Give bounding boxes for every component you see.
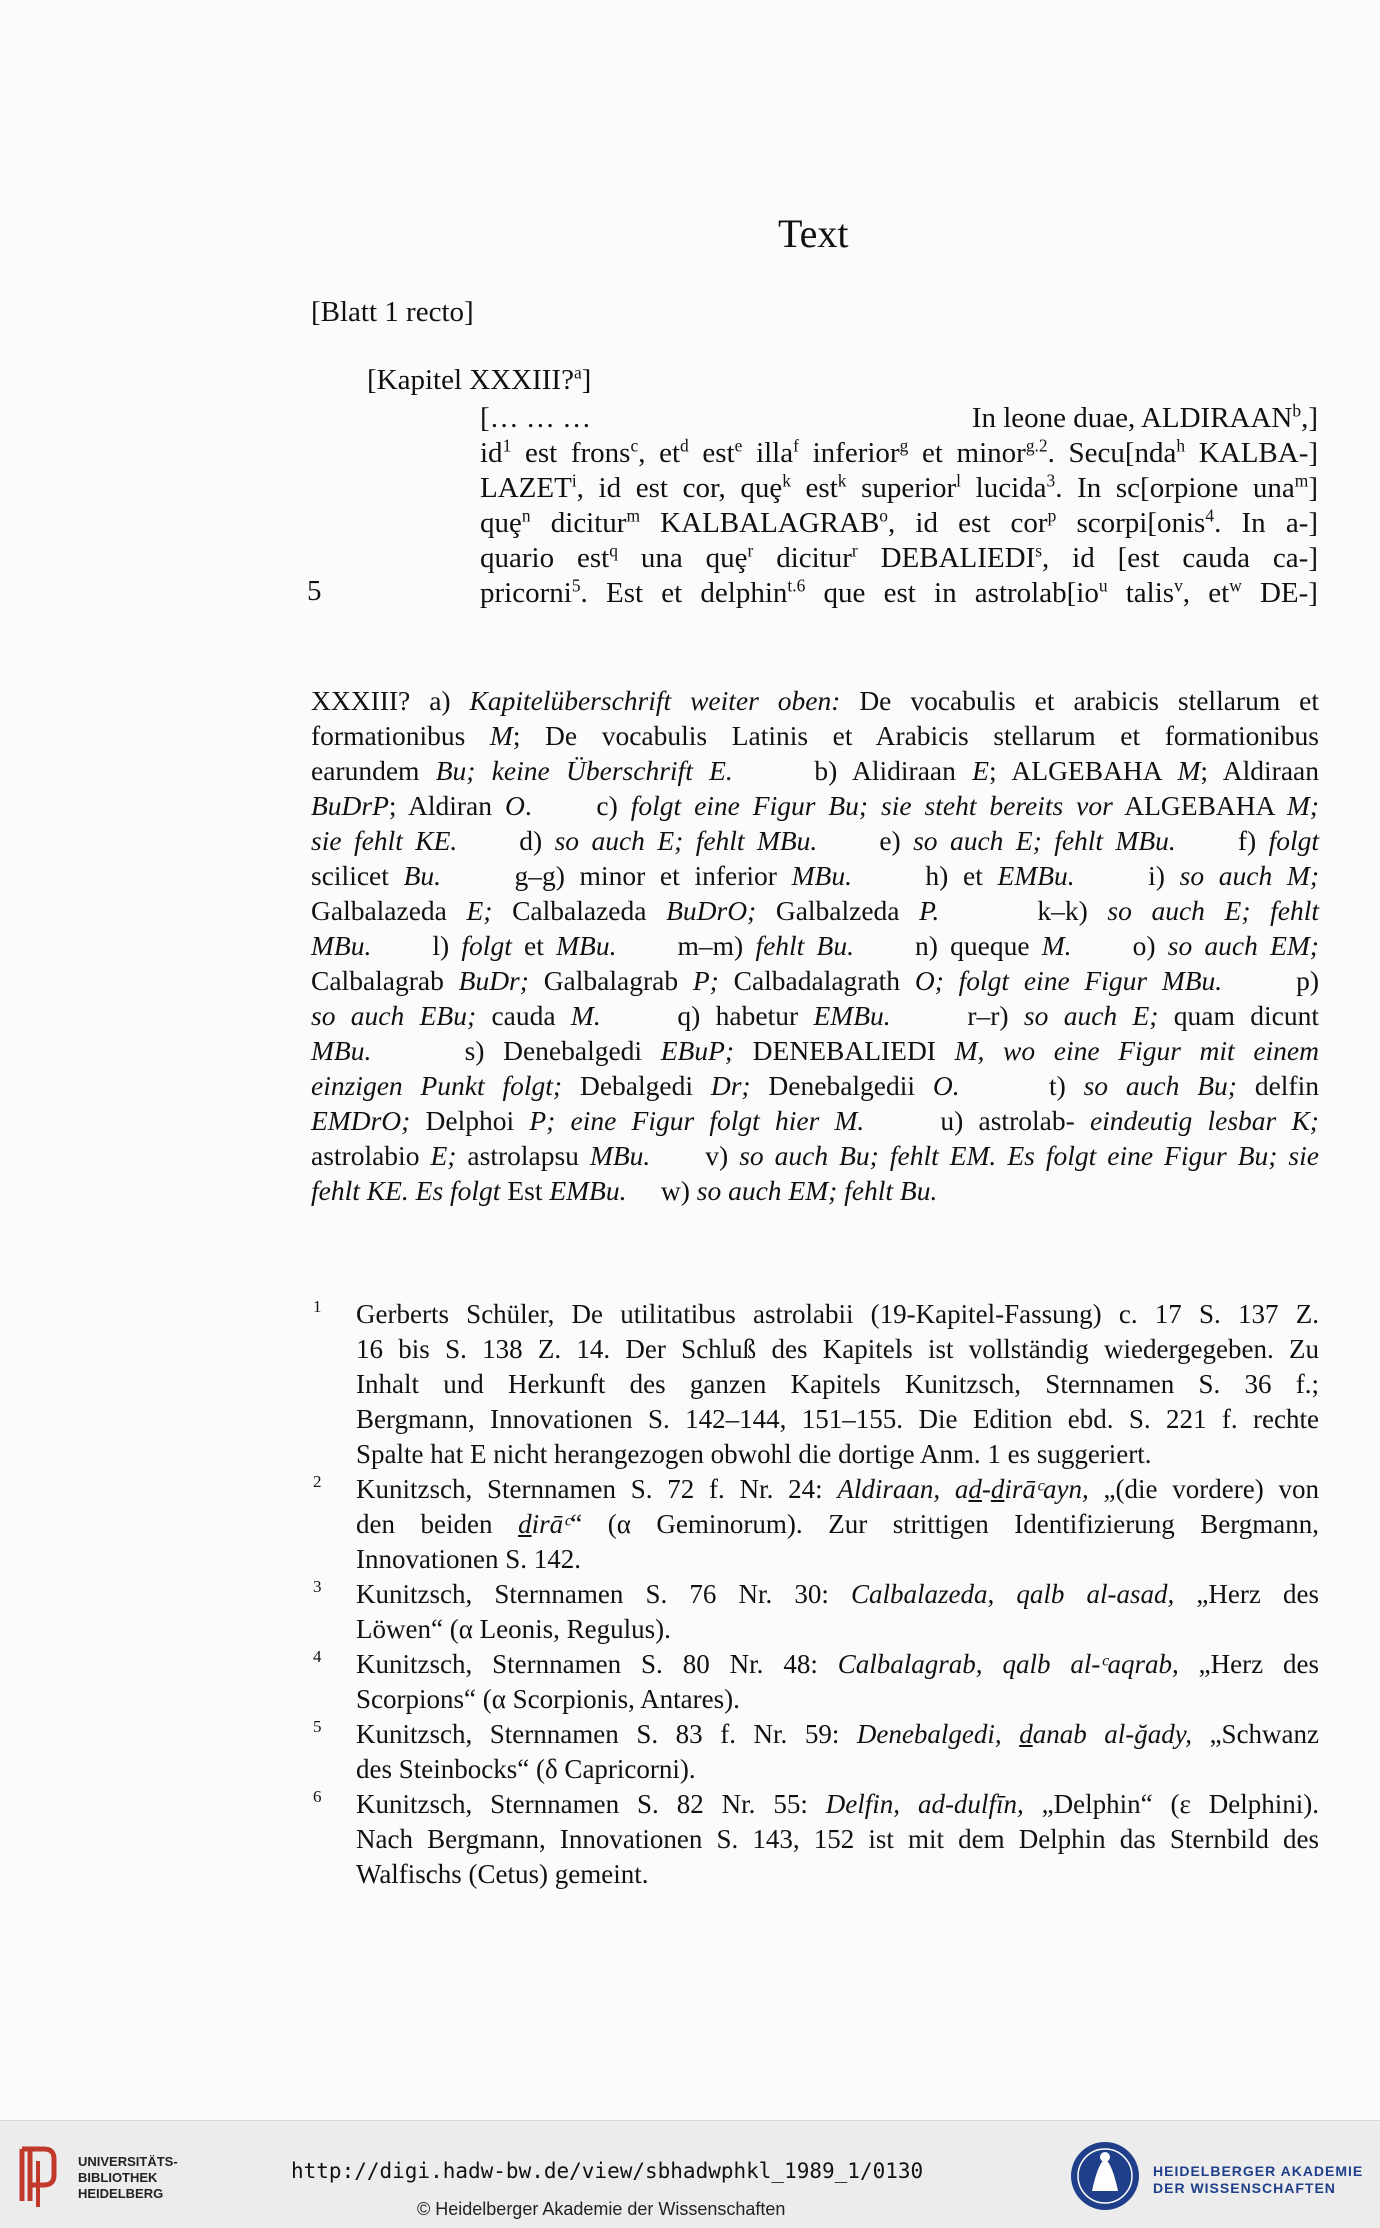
folio-label: [Blatt 1 recto] bbox=[311, 296, 474, 328]
footnote-number: 2 bbox=[313, 1472, 322, 1491]
footnote-line: Inhalt und Herkunft des ganzen Kapitels Kunitzsch, Sternnamen S. 36 f.; bbox=[356, 1369, 1319, 1399]
university-library-name[interactable]: UNIVERSITÄTS- BIBLIOTHEK HEIDELBERG bbox=[78, 2154, 178, 2201]
footnote bbox=[311, 1297, 1319, 1472]
permalink-url[interactable]: http://digi.hadw-bw.de/view/sbhadwphkl_1989_1/0130 bbox=[291, 2159, 924, 2183]
footnote-line: Nach Bergmann, Innovationen S. 143, 152 ist mit dem Delphin das Sternbild des bbox=[356, 1824, 1319, 1854]
footnote-line: den beiden dirāᶜ“ (α Geminorum). Zur strittigen Identifizierung Bergmann, bbox=[356, 1509, 1320, 1539]
apparatus-line: earundem Bu; keine Überschrift E. b) Alidiraan E; ALGEBAHA M; Aldiraan bbox=[311, 755, 1319, 786]
footnote bbox=[311, 1647, 1319, 1717]
footnote-line: Innovationen S. 142. bbox=[356, 1544, 581, 1574]
footnote-line: Kunitzsch, Sternnamen S. 80 Nr. 48: Calbalagrab, qalb al-ᶜaqrab, „Herz des bbox=[356, 1649, 1319, 1679]
footnote bbox=[311, 1577, 1319, 1647]
apparatus-line: MBu. s) Denebalgedi EBuP; DENEBALIEDI M, wo eine Figur mit einem bbox=[311, 1035, 1319, 1066]
footnote-number: 3 bbox=[313, 1577, 322, 1596]
text-line: $id^1$ est frons$^c$, $et^d$ est$^e$ illa$^f$ inferior$^g$ et minor$^{g.2}$. Secu[nda$^h$ KALBA-] bbox=[480, 435, 1319, 469]
critical-apparatus bbox=[311, 683, 1319, 1208]
viewer-footer bbox=[0, 2120, 1380, 2228]
footnote-line: Kunitzsch, Sternnamen S. 82 Nr. 55: Delfin, ad-dulfīn, „Delphin“ (ε Delphini). bbox=[356, 1789, 1319, 1819]
footnote-number: 1 bbox=[313, 1297, 322, 1316]
text-line: quȩ$^n$ dicitur$^m$ KALBALAGRAB$^o$, id est cor$^p$ scorpi[onis$^4$. In a-] bbox=[480, 505, 1319, 539]
text-line: [… … … In leone duae, ALDIRAAN$^b$,] bbox=[480, 400, 1318, 434]
footnote bbox=[311, 1787, 1319, 1892]
text-line: pricorni$^5$. Est et delphin$^{t.6}$ que est in $astrolab[io^u$ talis$^v$, $et^w$ DE-] bbox=[480, 575, 1318, 609]
footnote-line: Kunitzsch, Sternnamen S. 83 f. Nr. 59: Denebalgedi, danab al-ğady, „Schwanz bbox=[356, 1719, 1320, 1749]
apparatus-line: so auch EBu; cauda M. q) habetur EMBu. r–r) so auch E; quam dicunt bbox=[311, 1000, 1319, 1031]
apparatus-line: Galbalazeda E; Calbalazeda BuDrO; Galbalzeda P. k–k) so auch E; fehlt bbox=[311, 895, 1319, 926]
footnotes bbox=[311, 1297, 1319, 1892]
chapter-label: [Kapitel XXXIII?$^a$] bbox=[367, 362, 592, 396]
line-number: 5 bbox=[307, 575, 322, 607]
page-title: Text bbox=[778, 211, 849, 256]
university-library-logo-icon[interactable] bbox=[14, 2141, 66, 2209]
footnote-number: 5 bbox=[313, 1717, 322, 1736]
apparatus-line: Calbalagrab BuDr; Galbalagrab P; Calbadalagrath O; folgt eine Figur MBu. p) bbox=[311, 965, 1319, 996]
footnote-line: Kunitzsch, Sternnamen S. 72 f. Nr. 24: Aldiraan, ad-dirāᶜayn, „(die vordere) von bbox=[356, 1474, 1319, 1504]
text-line: LAZET$^i$, id est cor, quȩ$^k$ est$^k$ superior$^l$ lucida$^3$. In sc[orpione una$^m$] bbox=[480, 470, 1318, 504]
footnote-line: Spalte hat E nicht herangezogen obwohl die dortige Anm. 1 es suggeriert. bbox=[356, 1439, 1152, 1469]
apparatus-line: BuDrP; Aldiran O. c) folgt eine Figur Bu; sie steht bereits vor ALGEBAHA M; bbox=[311, 790, 1319, 821]
apparatus-line: EMDrO; Delphoi P; eine Figur folgt hier M. u) astrolab- eindeutig lesbar K; bbox=[311, 1105, 1319, 1136]
apparatus-line: einzigen Punkt folgt; Debalgedi Dr; Denebalgedii O. t) so auch Bu; delfin bbox=[311, 1070, 1319, 1101]
footnote-number: 4 bbox=[313, 1647, 322, 1666]
apparatus-line: formationibus M; De vocabulis Latinis et Arabicis stellarum et formationibus bbox=[311, 720, 1319, 751]
copyright-notice: © Heidelberger Akademie der Wissenschaften bbox=[417, 2199, 786, 2219]
footnote-line: Gerberts Schüler, De utilitatibus astrolabii (19-Kapitel-Fassung) c. 17 S. 137 Z. bbox=[356, 1299, 1319, 1329]
edited-text bbox=[480, 401, 1318, 611]
apparatus-line: astrolabio E; astrolapsu MBu. v) so auch Bu; fehlt EM. Es folgt eine Figur Bu; sie bbox=[311, 1140, 1319, 1171]
academy-seal-logo-icon[interactable] bbox=[1068, 2139, 1142, 2213]
footnote-number: 6 bbox=[313, 1787, 322, 1806]
apparatus-line: MBu. l) folgt et MBu. m–m) fehlt Bu. n) queque M. o) so auch EM; bbox=[311, 930, 1319, 961]
academy-name[interactable]: HEIDELBERGER AKADEMIE DER WISSENSCHAFTEN bbox=[1153, 2163, 1364, 2196]
apparatus-line: XXXIII? a) Kapitelüberschrift weiter oben: De vocabulis et arabicis stellarum et bbox=[311, 685, 1319, 716]
footnote-line: des Steinbocks“ (δ Capricorni). bbox=[356, 1754, 696, 1784]
apparatus-line: fehlt KE. Es folgt Est EMBu. w) so auch EM; fehlt Bu. bbox=[311, 1175, 938, 1206]
footnote-line: 16 bis S. 138 Z. 14. Der Schluß des Kapitels ist vollständig wiedergegeben. Zu bbox=[356, 1334, 1319, 1364]
footnote-line: Kunitzsch, Sternnamen S. 76 Nr. 30: Calbalazeda, qalb al-asad, „Herz des bbox=[356, 1579, 1319, 1609]
footnote-line: Walfischs (Cetus) gemeint. bbox=[356, 1859, 649, 1889]
apparatus-line: sie fehlt KE. d) so auch E; fehlt MBu. e) so auch E; fehlt MBu. f) folgt bbox=[311, 825, 1319, 856]
text-line: quario est$^q$ una quȩ$^r$ dicitur$^r$ DEBALIEDI$^s$, id [est cauda ca-] bbox=[480, 540, 1318, 574]
footnote-line: Scorpions“ (α Scorpionis, Antares). bbox=[356, 1684, 740, 1714]
footnote bbox=[311, 1717, 1319, 1787]
footnote bbox=[311, 1472, 1319, 1577]
apparatus-line: scilicet Bu. g–g) minor et inferior MBu. h) et EMBu. i) so auch M; bbox=[311, 860, 1319, 891]
footnote-line: Löwen“ (α Leonis, Regulus). bbox=[356, 1614, 671, 1644]
footnote-line: Bergmann, Innovationen S. 142–144, 151–155. Die Edition ebd. S. 221 f. rechte bbox=[356, 1404, 1319, 1434]
